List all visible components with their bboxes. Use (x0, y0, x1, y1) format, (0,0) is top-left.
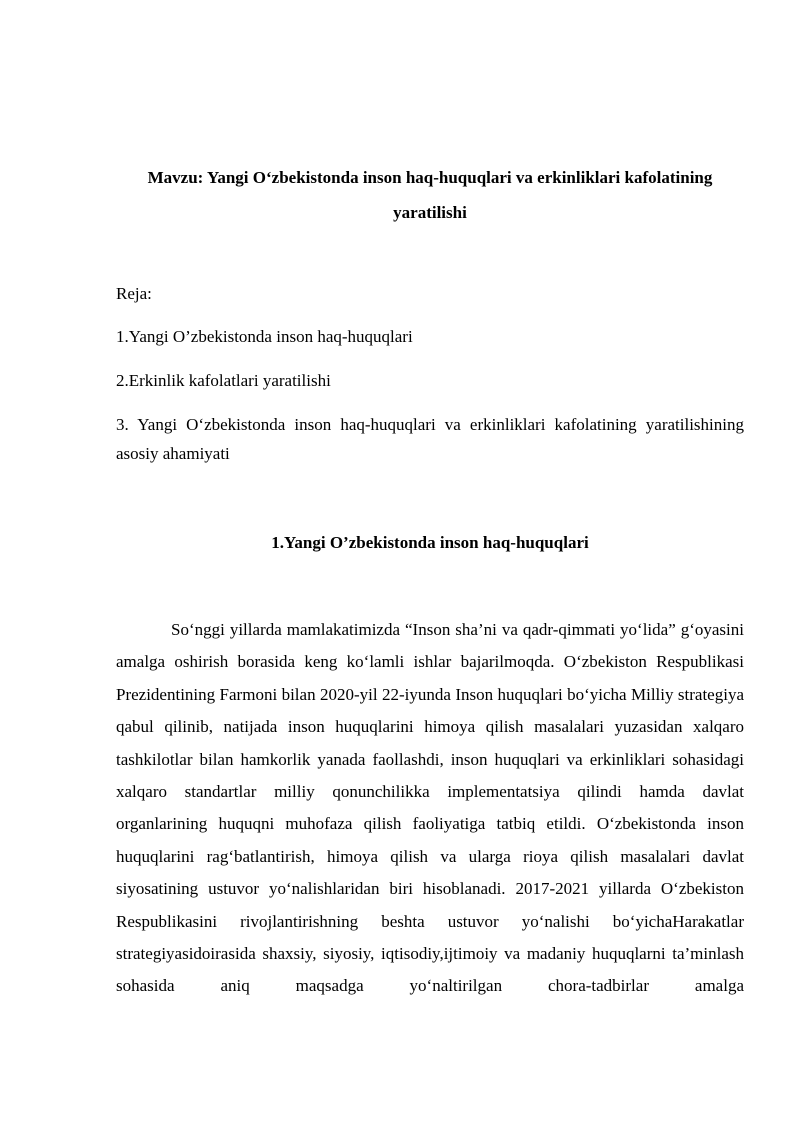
document-title: Mavzu: Yangi O‘zbekistonda inson haq-huquqlari va erkinliklari kafolatining yaratilishi (147, 168, 713, 222)
plan-item: 2.Erkinlik kafolatlari yaratilishi (116, 371, 331, 390)
section-heading: 1.Yangi O’zbekistonda inson haq-huquqlari (271, 533, 589, 552)
plan-item: 1.Yangi O’zbekistonda inson haq-huquqlari (116, 327, 413, 346)
plan-item: 3. Yangi O‘zbekistonda inson haq-huquqlari va erkinliklari kafolatining yaratilishining asosiy ahamiyati (116, 415, 744, 463)
plan-label: Reja: (116, 284, 152, 303)
body-paragraph: So‘nggi yillarda mamlakatimizda “Inson sha’ni va qadr-qimmati yo‘lida” g‘oyasini amalga oshirish borasida keng ko‘lamli ishlar bajarilmoqda. O‘zbekiston Respublikasi Prezidentining Farmoni bilan 2020-yil 22-iyunda Inson huquqlari bo‘yicha Milliy strategiya qabul qilinib, natijada inson huquqlarini himoya qilish masalalari yuzasidan xalqaro tashkilotlar bilan hamkorlik yanada faollashdi, inson huquqlari va erkinliklari sohasidagi xalqaro standartlar milliy qonunchilikka implementatsiya qilindi hamda davlat organlarining huquqni muhofaza qilish faoliyatiga tatbiq etildi. O‘zbekistonda inson huquqlarini rag‘batlantirish, himoya qilish va ularga rioya qilish masalalari davlat siyosatining ustuvor yo‘nalishlaridan biri hisoblanadi. 2017-2021 yillarda O‘zbekiston Respublikasini rivojlantirishning beshta ustuvor yo‘nalishi bo‘yichaHarakatlar strategiyasidoirasida shaxsiy, siyosiy, iqtisodiy,ijtimoiy va madaniy huquqlarni ta’minlash sohasida aniq maqsadga yo‘naltirilgan chora-tadbirlar amalga (116, 620, 744, 996)
